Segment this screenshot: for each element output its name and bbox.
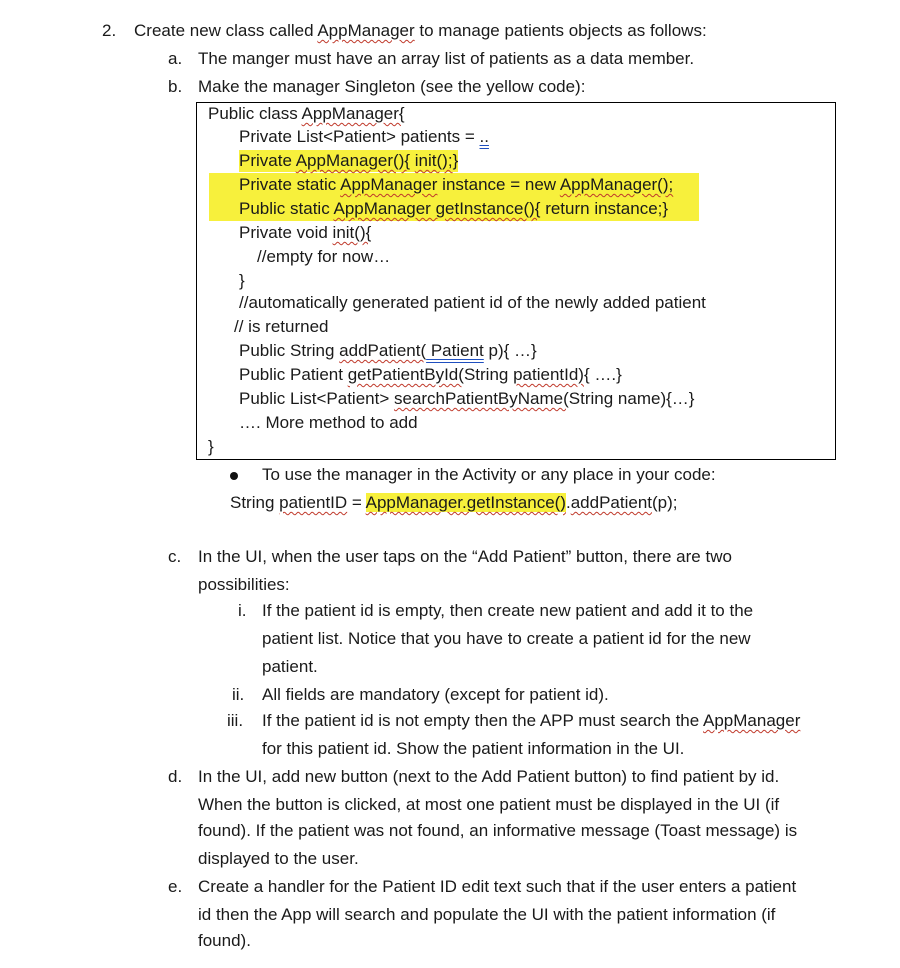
code-line-4 bbox=[239, 174, 673, 196]
code-l4-name: AppManager bbox=[340, 175, 438, 194]
code-l12-mid: String bbox=[463, 365, 514, 384]
item-d-line-1: In the UI, add new button (next to the Add Patient button) to find patient by id. bbox=[198, 767, 780, 786]
item-2-text-after: to manage patients objects as follows: bbox=[414, 21, 707, 40]
bullet-icon bbox=[230, 472, 238, 480]
item-b-letter: b. bbox=[168, 77, 183, 96]
code-l1-name: AppManager{ bbox=[301, 104, 405, 123]
code-line-10: // is returned bbox=[234, 317, 329, 336]
code-line-8: } bbox=[239, 271, 245, 290]
usage-code-dot: . bbox=[565, 493, 571, 512]
code-line-7: //empty for now… bbox=[257, 247, 391, 266]
code-l6-prefix: Private void bbox=[239, 223, 333, 242]
item-2-number: 2. bbox=[102, 21, 117, 40]
code-line-6 bbox=[239, 222, 371, 244]
sub-i-number: i. bbox=[238, 601, 247, 620]
code-l2-prefix: Private List<Patient> patients = bbox=[239, 127, 480, 146]
item-d-line-4: displayed to the user. bbox=[198, 849, 359, 868]
usage-code-prefix: String bbox=[230, 493, 280, 512]
item-c-line-2: possibilities: bbox=[198, 575, 290, 594]
code-l4-prefix: Private static bbox=[239, 175, 341, 194]
code-l13-end: String name){…} bbox=[568, 389, 695, 408]
code-l4-mid: instance = new bbox=[437, 175, 560, 194]
code-l5-prefix: Public static bbox=[239, 199, 334, 218]
code-l3-end: } bbox=[452, 151, 459, 170]
code-line-2 bbox=[239, 126, 489, 148]
sub-ii-text: All fields are mandatory (except for patient id). bbox=[262, 685, 609, 704]
sub-iii-name: AppManager bbox=[703, 711, 801, 730]
code-line-15: } bbox=[208, 437, 214, 456]
sub-iii-number: iii. bbox=[227, 711, 244, 730]
item-e-line-3: found). bbox=[198, 931, 251, 950]
item-e-line-1: Create a handler for the Patient ID edit text such that if the user enters a patient bbox=[198, 877, 797, 896]
sub-i-line-3: patient. bbox=[262, 657, 318, 676]
code-l3-call: init(); bbox=[414, 151, 453, 170]
sub-i-line-2: patient list. Notice that you have to create a patient id for the new bbox=[262, 629, 751, 648]
code-line-5 bbox=[239, 198, 668, 220]
usage-code-call: AppManager.getInstance() bbox=[365, 493, 566, 512]
code-l13-name: searchPatientByName( bbox=[393, 389, 569, 408]
usage-code-end: (p); bbox=[652, 493, 678, 512]
code-l11-end: p){ …} bbox=[483, 341, 537, 360]
sub-iii-line-2: for this patient id. Show the patient information in the UI. bbox=[262, 739, 685, 758]
code-l12-prefix: Public Patient bbox=[239, 365, 348, 384]
sub-i-line-1: If the patient id is empty, then create new patient and add it to the bbox=[262, 601, 754, 620]
code-l3-prefix: Private bbox=[239, 151, 296, 170]
sub-ii-number: ii. bbox=[232, 685, 245, 704]
code-line-11 bbox=[239, 340, 537, 362]
sub-iii-line-1 bbox=[262, 710, 800, 732]
code-line-1 bbox=[208, 103, 405, 125]
code-l11-name: addPatient( bbox=[339, 341, 427, 360]
code-l13-prefix: Public List<Patient> bbox=[239, 389, 394, 408]
code-l4-call: AppManager(); bbox=[559, 175, 674, 194]
code-l3-name: AppManager(){ bbox=[295, 151, 411, 170]
item-e-letter: e. bbox=[168, 877, 183, 896]
usage-code-eq: = bbox=[347, 493, 366, 512]
item-2-text bbox=[134, 20, 707, 42]
code-l11-prefix: Public String bbox=[239, 341, 340, 360]
item-2-class-name: AppManager bbox=[317, 21, 415, 40]
sub-iii-prefix: If the patient id is not empty then the APP must search the bbox=[262, 711, 704, 730]
item-d-line-3: found). If the patient was not found, an informative message (Toast message) is bbox=[198, 821, 798, 840]
item-e-line-2: id then the App will search and populate the UI with the patient information (if bbox=[198, 905, 776, 924]
code-line-13 bbox=[239, 388, 694, 410]
item-c-line-1: In the UI, when the user taps on the “Add Patient” button, there are two bbox=[198, 547, 732, 566]
code-line-12 bbox=[239, 364, 622, 386]
code-line-3 bbox=[239, 150, 458, 172]
code-l6-name: init(){ bbox=[332, 223, 372, 242]
code-l5-end: return instance;} bbox=[540, 199, 669, 218]
usage-code-var: patientID bbox=[279, 493, 348, 512]
code-line-14: …. More method to add bbox=[239, 413, 418, 432]
code-l2-dots: .. bbox=[479, 127, 489, 146]
code-l5-name: AppManager getInstance(){ bbox=[333, 199, 541, 218]
item-a-text: The manger must have an array list of patients as a data member. bbox=[198, 49, 695, 68]
item-c-letter: c. bbox=[168, 547, 182, 566]
item-b-text: Make the manager Singleton (see the yellow code): bbox=[198, 77, 586, 96]
item-2-text-before: Create new class called bbox=[134, 21, 318, 40]
code-line-9: //automatically generated patient id of the newly added patient bbox=[239, 293, 706, 312]
usage-bullet-text: To use the manager in the Activity or any place in your code: bbox=[262, 465, 716, 484]
code-l11-type: Patient bbox=[426, 341, 484, 360]
code-l12-end: { ….} bbox=[583, 365, 622, 384]
code-l12-name: getPatientById( bbox=[347, 365, 464, 384]
usage-code bbox=[230, 492, 678, 514]
item-d-line-2: When the button is clicked, at most one patient must be displayed in the UI (if bbox=[198, 795, 780, 814]
usage-code-method: addPatient bbox=[570, 493, 653, 512]
item-a-letter: a. bbox=[168, 49, 183, 68]
code-l12-arg: patientId) bbox=[513, 365, 584, 384]
code-l1-prefix: Public class bbox=[208, 104, 302, 123]
item-d-letter: d. bbox=[168, 767, 183, 786]
